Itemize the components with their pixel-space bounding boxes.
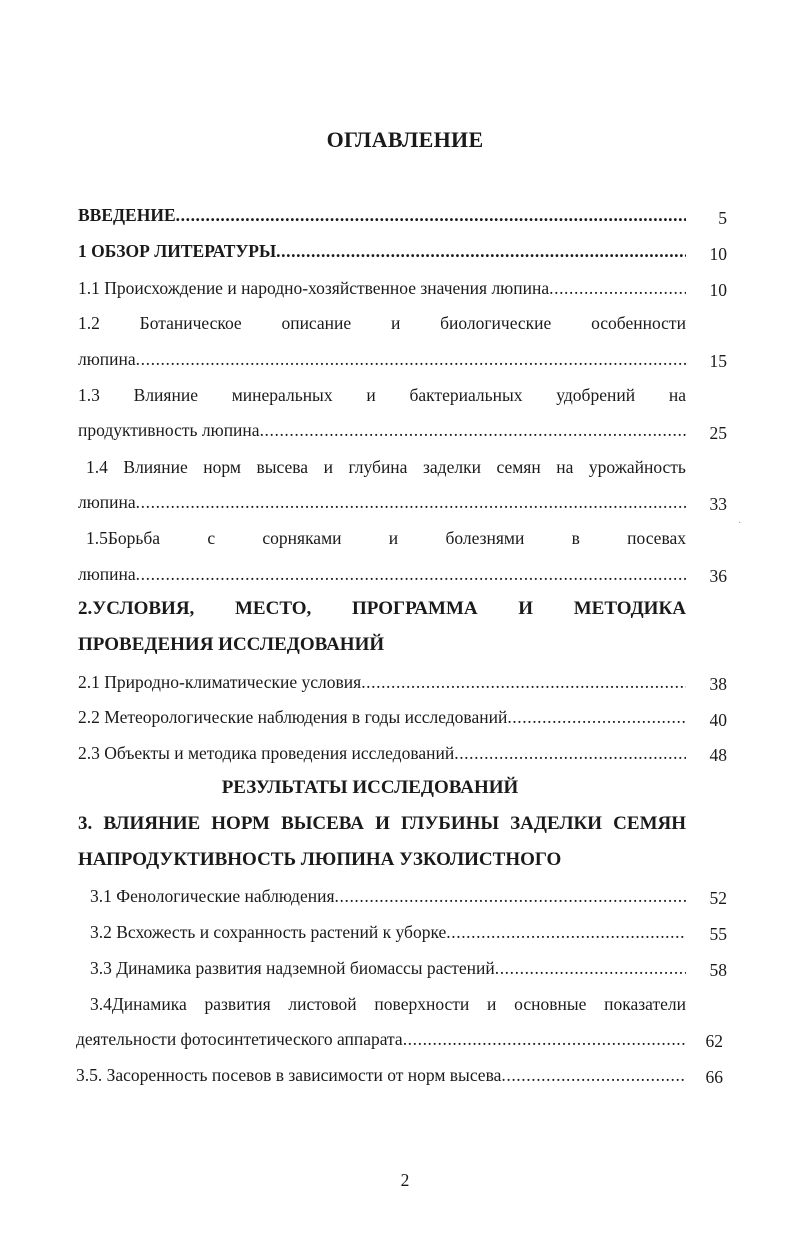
toc-entry-2-1 bbox=[78, 672, 686, 700]
toc-word: заделки bbox=[422, 457, 481, 477]
toc-label: деятельности фотосинтетического аппарата bbox=[76, 1029, 403, 1049]
toc-word: и bbox=[323, 457, 333, 477]
toc-word: 1.3 bbox=[78, 385, 100, 405]
toc-page: 5 bbox=[718, 208, 727, 228]
toc-page: 33 bbox=[709, 494, 727, 514]
toc-word: особенности bbox=[591, 313, 686, 333]
toc-leader bbox=[454, 743, 686, 764]
toc-word: и bbox=[366, 385, 376, 405]
toc-word: 1.5Борьба bbox=[86, 528, 161, 548]
toc-word: 1.2 bbox=[78, 313, 100, 333]
toc-word: посевах bbox=[627, 528, 686, 548]
toc-word: бактериальных bbox=[409, 385, 523, 405]
toc-label: люпина bbox=[78, 349, 136, 369]
toc-page: 36 bbox=[709, 566, 727, 586]
toc-leader bbox=[260, 420, 686, 441]
toc-word: норм bbox=[203, 457, 241, 477]
toc-word: на bbox=[668, 385, 686, 405]
toc-page: 52 bbox=[709, 888, 727, 908]
toc-entry-1-1 bbox=[78, 278, 686, 306]
toc-label: ВВЕДЕНИЕ bbox=[78, 205, 176, 225]
toc-word: Влияние bbox=[123, 457, 188, 477]
toc-word: 1.4 bbox=[86, 457, 108, 477]
toc-page: 25 bbox=[709, 423, 727, 443]
toc-page: 40 bbox=[709, 710, 727, 730]
toc-entry-1-4-line1 bbox=[86, 457, 686, 478]
toc-label: 2.1 Природно-климатические условия bbox=[78, 672, 362, 692]
scan-speck: · bbox=[738, 518, 742, 529]
toc-entry-1-3-line2 bbox=[78, 420, 686, 448]
toc-entry-chapter-2-line1 bbox=[78, 598, 686, 620]
toc-entry-2-3 bbox=[78, 743, 686, 771]
toc-word: высева bbox=[256, 457, 309, 477]
toc-entry-3-4-line2 bbox=[76, 1029, 686, 1057]
toc-leader bbox=[136, 564, 686, 585]
toc-leader bbox=[335, 886, 686, 907]
toc-page: 62 bbox=[705, 1031, 723, 1051]
toc-leader bbox=[176, 205, 686, 226]
toc-word: урожайность bbox=[588, 457, 686, 477]
toc-entry-chapter-3-line2: НАПРОДУКТИВНОСТЬ ЛЮПИНА УЗКОЛИСТНОГО bbox=[78, 849, 562, 870]
toc-entry-1-5-line2 bbox=[78, 564, 686, 592]
toc-entry-3-3 bbox=[90, 958, 686, 986]
toc-leader bbox=[495, 958, 686, 979]
toc-entry-chapter-2-line2: ПРОВЕДЕНИЯ ИССЛЕДОВАНИЙ bbox=[78, 634, 385, 655]
toc-label: 3.2 Всхожесть и сохранность растений к уборке bbox=[90, 922, 447, 942]
toc-word: с bbox=[207, 528, 216, 548]
toc-leader bbox=[403, 1029, 686, 1050]
toc-page: 66 bbox=[705, 1067, 723, 1087]
toc-entry-chapter-3-line1: 3. ВЛИЯНИЕ НОРМ ВЫСЕВА И ГЛУБИНЫ ЗАДЕЛКИ СЕМЯН bbox=[78, 813, 686, 834]
toc-entry-3-4-line1: 3.4Динамика развития листовой поверхности и основные показатели bbox=[90, 994, 686, 1014]
toc-leader bbox=[549, 278, 686, 299]
toc-leader bbox=[501, 1065, 686, 1086]
toc-word: глубина bbox=[348, 457, 408, 477]
toc-page: 58 bbox=[709, 960, 727, 980]
page-number: 2 bbox=[400, 1170, 410, 1190]
toc-entry-2-2 bbox=[78, 707, 686, 735]
toc-word: Ботаническое bbox=[139, 313, 242, 333]
toc-entry-1-2-line1 bbox=[78, 313, 686, 334]
toc-label: 1 ОБЗОР ЛИТЕРАТУРЫ bbox=[78, 241, 277, 261]
toc-label: 2.3 Объекты и методика проведения исследований bbox=[78, 743, 455, 763]
toc-leader bbox=[361, 672, 686, 693]
toc-entry-chapter-1 bbox=[78, 241, 686, 269]
toc-leader bbox=[136, 349, 686, 370]
toc-entry-3-5 bbox=[76, 1065, 686, 1093]
toc-word: 2.УСЛОВИЯ, bbox=[78, 598, 195, 619]
toc-label: 2.2 Метеорологические наблюдения в годы исследований bbox=[78, 707, 508, 727]
toc-page: 10 bbox=[709, 244, 727, 264]
toc-word: биологические bbox=[440, 313, 552, 333]
toc-label: 3.3 Динамика развития надземной биомассы растений bbox=[90, 958, 495, 978]
toc-word: ПРОГРАММА bbox=[351, 598, 478, 619]
toc-word: сорняками bbox=[262, 528, 342, 548]
toc-page: 10 bbox=[709, 280, 727, 300]
toc-label: люпина bbox=[78, 564, 136, 584]
toc-entry-3-1 bbox=[90, 886, 686, 914]
toc-word: семян bbox=[496, 457, 541, 477]
toc-label: 3.1 Фенологические наблюдения bbox=[90, 886, 335, 906]
toc-leader bbox=[446, 922, 686, 943]
toc-word: на bbox=[556, 457, 574, 477]
toc-label: люпина bbox=[78, 492, 136, 512]
toc-leader bbox=[507, 707, 686, 728]
toc-word: в bbox=[571, 528, 580, 548]
toc-page: 48 bbox=[709, 745, 727, 765]
toc-entry-3-2 bbox=[90, 922, 686, 950]
toc-word: описание bbox=[281, 313, 352, 333]
toc-label: продуктивность люпина bbox=[78, 420, 260, 440]
toc-word: и bbox=[390, 313, 401, 333]
toc-page: 38 bbox=[709, 674, 727, 694]
toc-page: 15 bbox=[709, 351, 727, 371]
toc-word: минеральных bbox=[231, 385, 333, 405]
results-heading: РЕЗУЛЬТАТЫ ИССЛЕДОВАНИЙ bbox=[221, 777, 519, 798]
toc-entry-1-2-line2 bbox=[78, 349, 686, 377]
toc-entry-1-5-line1 bbox=[86, 528, 686, 549]
toc-word: болезнями bbox=[445, 528, 525, 548]
toc-word: МЕСТО, bbox=[235, 598, 312, 619]
page-title: ОГЛАВЛЕНИЕ bbox=[326, 127, 484, 152]
toc-label: 3.5. Засоренность посевов в зависимости от норм высева bbox=[76, 1065, 502, 1085]
toc-entry-1-4-line2 bbox=[78, 492, 686, 520]
toc-word: и bbox=[388, 528, 399, 548]
toc-word: удобрений bbox=[556, 385, 636, 405]
toc-leader bbox=[136, 492, 686, 513]
toc-entry-1-3-line1 bbox=[78, 385, 686, 406]
toc-word: МЕТОДИКА bbox=[573, 598, 686, 619]
toc-word: Влияние bbox=[133, 385, 198, 405]
toc-word: И bbox=[518, 598, 534, 619]
toc-entry-intro bbox=[78, 205, 686, 233]
toc-leader bbox=[276, 241, 686, 262]
toc-label: 1.1 Происхождение и народно-хозяйственное значения люпина bbox=[78, 278, 550, 298]
toc-page: 55 bbox=[709, 924, 727, 944]
